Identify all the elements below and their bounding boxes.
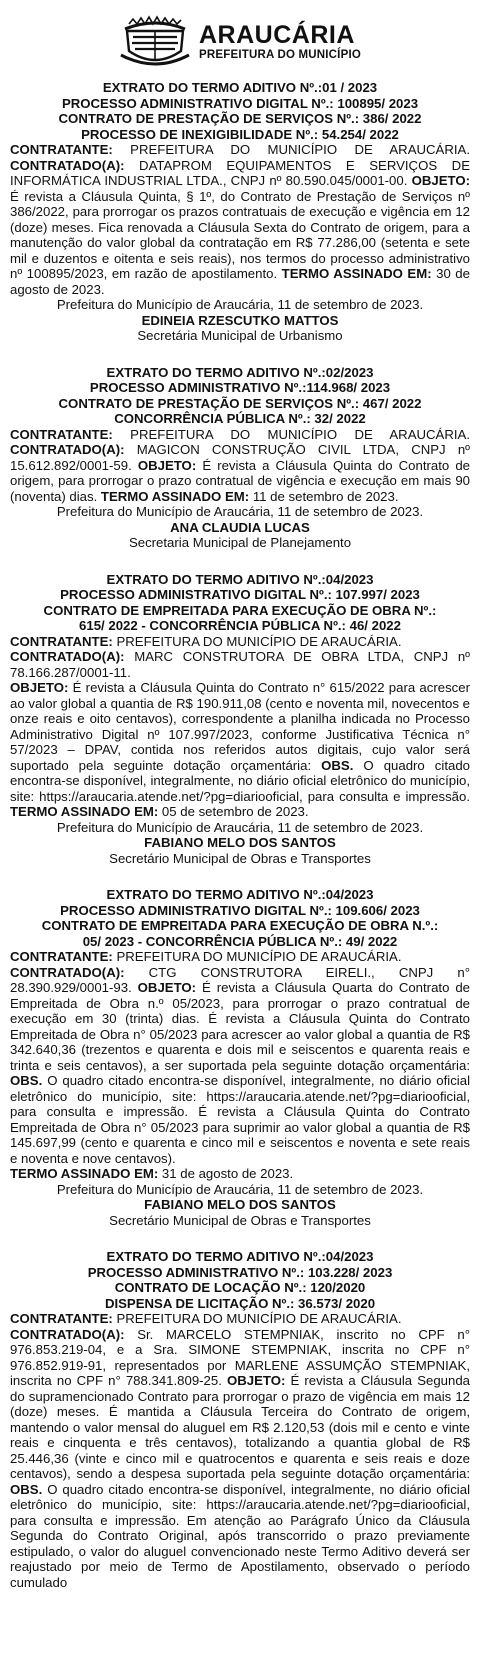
obs-value: O quadro citado encontra-se disponível, integralmente, no diário oficial eletrônico do município, site: https://araucaria.atende.net/?pg=diariooficial, para consulta e impressão. É revista a Cláusula Quinta do Contrato Empreitada de Obra n° 05/2023 para suprimir ao valor global a quantia de R$ 145.697,99 (cento e quarenta e cinco mil e seiscentos e noventa e sete reais e noventa e nove centavos).: [10, 1073, 470, 1166]
assinado-paragraph: [10, 1166, 470, 1182]
title-line: DISPENSA DE LICITAÇÃO Nº.: 36.573/ 2020: [104, 1295, 376, 1311]
contratante-label: CONTRATANTE:: [10, 633, 113, 649]
contratante-value: PREFEITURA DO MUNICÍPIO DE ARAUCÁRIA.: [116, 633, 402, 649]
contratado-value: Sr. MARCELO STEMPNIAK, inscrito no CPF n° 976.853.219-04, e a Sra. SIMONE STEMPNIAK, inscrita no CPF n° 976.852.919-91, representados por MARLENE ASSUMÇÃO STEMPNIAK, inscrita no CPF n° 788.341.809-25.: [10, 1326, 470, 1388]
contratante-value: PREFEITURA DO MUNICÍPIO DE ARAUCÁRIA.: [116, 949, 402, 964]
title-line: CONCORRÊNCIA PÚBLICA Nº.: 32/ 2022: [114, 411, 366, 426]
signer-role: Secretário Municipal de Obras e Transportes: [109, 1212, 371, 1228]
signer-role: Secretária Municipal de Urbanismo: [137, 328, 343, 343]
contratante-label: CONTRATANTE:: [10, 949, 113, 964]
obs-label: OBS.: [321, 757, 354, 773]
place-date: Prefeitura do Município de Araucária, 11 de setembro de 2023.: [56, 504, 424, 519]
title-line: PROCESSO ADMINISTRATIVO DIGITAL Nº.: 100895/ 2023: [61, 95, 419, 111]
assinado-value: 31 de agosto de 2023.: [161, 1166, 294, 1181]
title-line: CONTRATO DE PRESTAÇÃO DE SERVIÇOS Nº.: 386/ 2022: [58, 111, 422, 126]
signer-role: Secretário Municipal de Obras e Transportes: [109, 850, 371, 866]
contratado-label: CONTRATADO(A):: [10, 964, 125, 980]
objeto-label: OBJETO:: [411, 173, 470, 188]
contratado-paragraph: [10, 649, 470, 680]
assinado-label: TERMO ASSINADO EM:: [281, 266, 432, 281]
place-date: Prefeitura do Município de Araucária, 11 de setembro de 2023.: [56, 297, 424, 312]
contratante-paragraph: [10, 142, 470, 297]
contratado-paragraph: [10, 965, 470, 1167]
assinado-value: 11 de setembro de 2023.: [252, 488, 399, 504]
title-line: PROCESSO ADMINISTRATIVO Nº.: 103.228/ 2023: [87, 1264, 393, 1280]
contratante-paragraph: [10, 949, 470, 965]
contratante-paragraph: [10, 427, 470, 505]
contratado-label: CONTRATADO(A):: [10, 649, 125, 664]
contratado-value: MAGICON CONSTRUÇÃO CIVIL LTDA, CNPJ nº 15.612.892/0001-59.: [10, 442, 470, 473]
title-line: 05/ 2023 - CONCORRÊNCIA PÚBLICA Nº.: 49/ 2022: [82, 933, 398, 949]
assinado-label: TERMO ASSINADO EM:: [100, 488, 250, 504]
objeto-label: OBJETO:: [137, 980, 197, 995]
notice-title: [10, 887, 470, 949]
obs-value: O quadro citado encontra-se disponível, integralmente, no diário oficial eletrônico do município, site: https://araucaria.atende.net/?pg=diariooficial, para consulta e impressão.: [10, 757, 470, 804]
contratado-label: CONTRATADO(A):: [10, 157, 125, 173]
objeto-paragraph: [10, 680, 470, 820]
contratado-value: MARC CONSTRUTORA DE OBRA LTDA, CNPJ nº 78.166.287/0001-11.: [10, 649, 470, 680]
objeto-value: É revista a Cláusula Quinta do Contrato n° 615/2022 para acrescer ao valor global a quantia de R$ 190.911,08 (cento e noventa mil, novecentos e onze reais e oito centavos), correspondente a planilha indicada no Processo Administrativo Digital nº 107.997/2023, conforme Justificativa Técnica n° 57/2023 – DPAV, contida nos referidos autos digitais, cujo valor será suportado pela seguinte dotação orçamentária:: [10, 680, 470, 773]
assinado-value: 30 de agosto de 2023.: [10, 266, 470, 297]
notice: [10, 365, 470, 551]
contratado-value: CTG CONSTRUTORA EIRELI., CNPJ n° 28.390.929/0001-93.: [10, 964, 470, 995]
objeto-label: OBJETO:: [10, 680, 69, 695]
title-line: CONTRATO DE EMPREITADA PARA EXECUÇÃO DE OBRA N.º.:: [41, 918, 439, 933]
title-line: EXTRATO DO TERMO ADITIVO Nº.:04/2023: [106, 1249, 374, 1264]
contratante-label: CONTRATANTE:: [10, 1311, 113, 1326]
place-date: Prefeitura do Município de Araucária, 11 de setembro de 2023.: [56, 819, 424, 835]
objeto-value: É revista a Cláusula Quinta do Contrato de origem, para prorrogar o prazo contratual de vigência e execução em mais 90 (noventa) dias.: [10, 457, 470, 504]
objeto-value: É revista a Cláusula Quarta do Contrato de Empreitada de Obra n.º 05/2023, para prorrogar o prazo contratual de execução em 30 (trinta) dias. É revista a Cláusula Quinta do Contrato Empreitada de Obra n° 05/2023 para acrescer ao valor global a quantia de R$ 342.640,36 (trezentos e quarenta e dois mil e seiscentos e quarenta reais e trinta e seis centavos), a ser suportada pela seguinte dotação orçamentária:: [10, 980, 471, 1073]
title-line: PROCESSO ADMINISTRATIVO DIGITAL Nº.: 107.997/ 2023: [60, 587, 420, 602]
signer-name: EDINEIA RZESCUTKO MATTOS: [141, 312, 339, 328]
signer-name: ANA CLAUDIA LUCAS: [170, 519, 310, 535]
title-line: EXTRATO DO TERMO ADITIVO Nº.:04/2023: [106, 887, 374, 902]
title-line: CONTRATO DE EMPREITADA PARA EXECUÇÃO DE OBRA Nº.:: [43, 602, 437, 618]
city-name: ARAUCÁRIA: [199, 20, 355, 49]
contratado-paragraph: [10, 1327, 470, 1591]
contratado-label: CONTRATADO(A):: [10, 1326, 125, 1342]
masthead: [10, 12, 470, 72]
assinado-label: TERMO ASSINADO EM:: [10, 1166, 159, 1181]
title-line: CONTRATO DE PRESTAÇÃO DE SERVIÇOS Nº.: 467/ 2022: [58, 395, 422, 411]
title-line: EXTRATO DO TERMO ADITIVO Nº.:01 / 2023: [102, 80, 378, 95]
contratante-paragraph: [10, 634, 470, 650]
obs-label: OBS.: [10, 1073, 43, 1088]
title-line: EXTRATO DO TERMO ADITIVO Nº.:02/2023: [106, 364, 374, 380]
place-date: Prefeitura do Município de Araucária, 11 de setembro de 2023.: [56, 1181, 424, 1197]
contratante-value: PREFEITURA DO MUNICÍPIO DE ARAUCÁRIA.: [116, 1311, 402, 1326]
assinado-label: TERMO ASSINADO EM:: [10, 804, 159, 819]
notice: [10, 887, 470, 1228]
contratante-paragraph: [10, 1311, 470, 1327]
assinado-value: 05 de setembro de 2023.: [161, 804, 309, 819]
contratante-value: PREFEITURA DO MUNICÍPIO DE ARAUCÁRIA.: [130, 142, 470, 157]
obs-label: OBS.: [10, 1481, 43, 1497]
contratante-value: PREFEITURA DO MUNICÍPIO DE ARAUCÁRIA.: [130, 426, 470, 442]
contratado-value: DATAPROM EQUIPAMENTOS E SERVIÇOS DE INFORMÁTICA INDUSTRIAL LTDA., CNPJ nº 80.590.045/0001-00.: [10, 157, 470, 188]
notice-title: [10, 1249, 470, 1311]
notice: [10, 80, 470, 344]
title-line: EXTRATO DO TERMO ADITIVO Nº.:04/2023: [106, 571, 374, 587]
notice-title: [10, 572, 470, 634]
notice: [10, 572, 470, 867]
signer-name: FABIANO MELO DOS SANTOS: [144, 835, 336, 850]
objeto-label: OBJETO:: [137, 457, 197, 473]
title-line: CONTRATO DE LOCAÇÃO Nº.: 120/2020: [114, 1280, 366, 1295]
city-subtitle: PREFEITURA DO MUNICÍPIO: [199, 48, 361, 61]
signer-name: FABIANO MELO DOS SANTOS: [144, 1197, 336, 1212]
objeto-label: OBJETO:: [227, 1373, 286, 1388]
title-line: 615/ 2022 - CONCORRÊNCIA PÚBLICA Nº.: 46/ 2022: [79, 618, 401, 633]
objeto-value: É revista a Cláusula Segunda do supramencionado Contrato para prorrogar o prazo de vigência em mais 12 (doze) meses. É mantida a Cláusula Terceira do Contrato de origem, mantendo o valor mensal do aluguel em R$ 2.120,53 (dois mil e cento e vinte reais e cinquenta e três centavos), totalizando a quantia global de R$ 25.446,36 (vinte e cinco mil e quatrocentos e quarenta e seis reais e doze centavos), sendo a despesa suportada pela seguinte dotação orçamentária:: [10, 1373, 470, 1481]
notice: [10, 1249, 470, 1590]
notice-title: [10, 365, 470, 427]
notice-title: [10, 80, 470, 142]
objeto-value: É revista a Cláusula Quinta, § 1º, do Contrato de Prestação de Serviços nº 386/2022, para prorrogar os prazos contratuais de execução e vigência em 12 (doze) meses. Fica renovada a Cláusula Sexta do Contrato de origem, para a manutenção do valor global da contratação em R$ 77.286,00 (setenta e sete mil e duzentos e oitenta e seis reais), nos termos do processo administrativo nº 100895/2023, em razão de apostilamento.: [10, 188, 470, 281]
title-line: PROCESSO ADMINISTRATIVO DIGITAL Nº.: 109.606/ 2023: [60, 902, 420, 918]
title-line: PROCESSO ADMINISTRATIVO Nº.:114.968/ 2023: [89, 380, 391, 395]
obs-value: O quadro citado encontra-se disponível, integralmente, no diário oficial eletrônico do município, site: https://araucaria.atende.net/?pg=diariooficial, para consulta e impressão. Em atenção ao Parágrafo Único da Cláusula Segunda do Contrato Original, após transcorrido o prazo previamente estipulado, o valor do aluguel convencionado neste Termo Aditivo deverá ser reajustado por meio de Termo de Apostilamento, observado o período cumulado: [10, 1481, 470, 1590]
contratante-label: CONTRATANTE:: [10, 142, 113, 157]
city-crest-icon: [119, 15, 191, 69]
signer-role: Secretaria Municipal de Planejamento: [128, 535, 352, 550]
contratado-label: CONTRATADO(A):: [10, 442, 125, 457]
title-line: PROCESSO DE INEXIGIBILIDADE Nº.: 54.254/ 2022: [81, 126, 399, 142]
contratante-label: CONTRATANTE:: [10, 426, 113, 442]
